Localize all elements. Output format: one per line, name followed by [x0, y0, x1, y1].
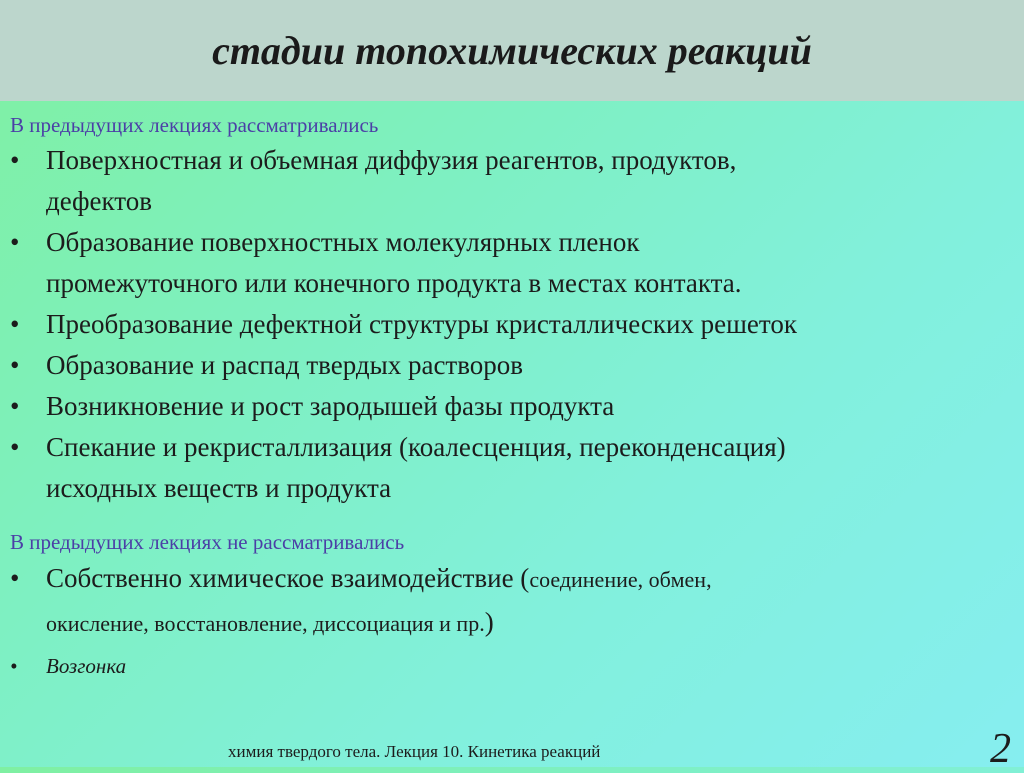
section-heading-not-considered: В предыдущих лекциях не рассматривались: [10, 530, 405, 554]
section-considered: [10, 110, 1004, 509]
bullet: •: [10, 309, 20, 339]
bullet: •: [10, 654, 18, 678]
list-item-detail-continuation: окисление, восстановление, диссоциация и пр.: [46, 611, 485, 636]
bullet: •: [10, 350, 20, 380]
list-item-text: Образование поверхностных молекулярных пленок: [46, 227, 640, 257]
list-item-text: Собственно химическое взаимодействие (: [46, 563, 530, 593]
slide-title: стадии топохимических реакций: [212, 28, 812, 73]
list-item-detail: соединение, обмен,: [529, 567, 712, 592]
list-item-text: Возгонка: [46, 654, 127, 678]
list-item: [10, 645, 1004, 687]
list-item: [10, 557, 1004, 645]
list-item: [10, 222, 1004, 304]
list-item-text: Образование и распад твердых растворов: [46, 350, 524, 380]
footer-text: химия твердого тела. Лекция 10. Кинетика реакций: [228, 742, 601, 761]
section-not-considered: [10, 527, 1004, 687]
list-item-text: Спекание и рекристаллизация (коалесценция, переконденсация): [46, 432, 786, 462]
list-item-text: Преобразование дефектной структуры кристаллических решеток: [46, 309, 797, 339]
bullet: •: [10, 145, 20, 175]
list-item: [10, 140, 1004, 222]
considered-list: [10, 140, 1004, 509]
list-item: [10, 345, 1004, 386]
list-item-continuation: исходных веществ и продукта: [46, 473, 392, 503]
list-item: [10, 386, 1004, 427]
list-item: [10, 427, 1004, 509]
not-considered-list: [10, 557, 1004, 687]
list-item-text: Возникновение и рост зародышей фазы продукта: [46, 391, 615, 421]
title-bar: [0, 0, 1024, 101]
bullet: •: [10, 391, 20, 421]
list-item: [10, 304, 1004, 345]
closing-paren: ): [484, 607, 494, 637]
section-heading-considered: В предыдущих лекциях рассматривались: [10, 113, 379, 137]
list-item-text: Поверхностная и объемная диффузия реагентов, продуктов,: [46, 145, 737, 175]
list-item-continuation: промежуточного или конечного продукта в местах контакта.: [46, 268, 742, 298]
bullet: •: [10, 432, 20, 462]
bullet: •: [10, 563, 20, 593]
bullet: •: [10, 227, 20, 257]
page-number: 2: [990, 726, 1011, 772]
list-item-continuation: дефектов: [46, 186, 152, 216]
